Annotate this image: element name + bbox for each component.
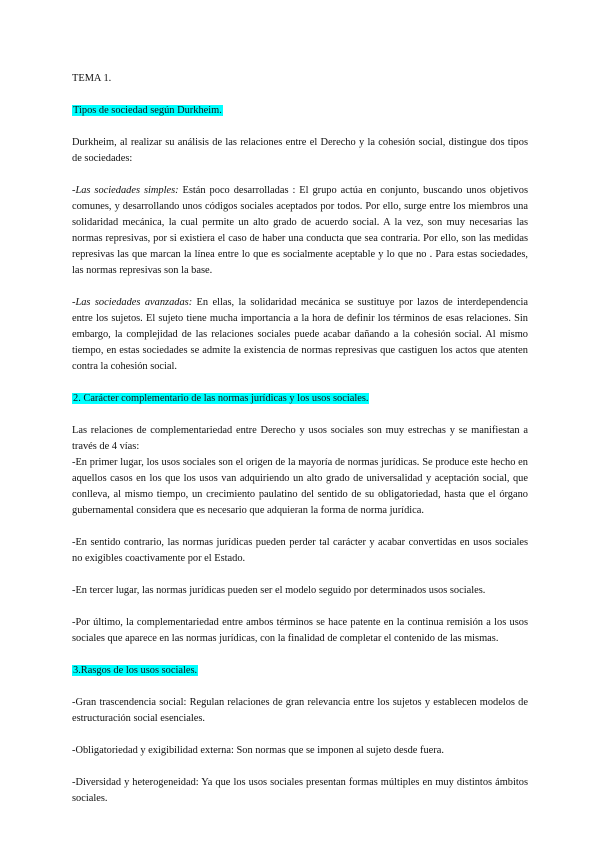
paragraph-first-way: -En primer lugar, los usos sociales son el origen de la mayoría de normas jurídicas. Se produce este hecho en aquellos casos en los que los usos van adquiriendo un alto grado de universalidad y aceptación social, que conlleva, al mismo tiempo, un crecimiento paulatino del sentido de su obligatoriedad, hasta que el órgano gubernamental considera que es necesario que adquieran la forma de norma jurídica. — [72, 457, 528, 516]
section-1-intro: Durkheim, al realizar su análisis de las relaciones entre el Derecho y la cohesión social, distingue dos tipos de sociedades: — [72, 137, 528, 164]
paragraph-trait-1: -Gran trascendencia social: Regulan relaciones de gran relevancia entre los sujetos y establecen modelos de estructuración social esenciales. — [72, 697, 528, 724]
document-title: TEMA 1. — [72, 73, 112, 84]
section-heading-2 — [72, 391, 528, 407]
highlighted-heading: 2. Carácter complementario de las normas jurídicas y los usos sociales. — [73, 393, 369, 404]
term-label: -Las sociedades avanzadas: — [72, 297, 193, 308]
term-label: -Las sociedades simples: — [72, 185, 179, 196]
highlighted-heading: Tipos de sociedad según Durkheim. — [73, 105, 222, 116]
paragraph-trait-2: -Obligatoriedad y exigibilidad externa: Son normas que se imponen al sujeto desde fuera. — [72, 745, 444, 756]
section-heading-3 — [72, 663, 528, 679]
paragraph-second-way: -En sentido contrario, las normas jurídicas pueden perder tal carácter y acabar convertidas en usos sociales no exigibles coactivamente por el Estado. — [72, 537, 528, 564]
highlighted-heading: 3.Rasgos de los usos sociales. — [73, 665, 198, 676]
paragraph-text: Están poco desarrolladas : El grupo actúa en conjunto, buscando unos objetivos comunes, y desarrollando unos códigos sociales aceptados por todos. Por ello, surge entre los miembros una solidaridad mecánica, la cual permite un alto grado de acuerdo social. A la vez, son muy necesarias las normas represivas, por si existiera el caso de haber una conducta que sea contraria. Por ello, son las medidas represivas las que marcan la línea entre lo que es socialmente aceptable y lo que no . Para estas sociedades, las normas represivas son la base. — [72, 185, 528, 276]
section-2-intro: Las relaciones de complementariedad entre Derecho y usos sociales son muy estrechas y se manifiestan a través de 4 vías: — [72, 425, 528, 452]
paragraph-third-way: -En tercer lugar, las normas jurídicas pueden ser el modelo seguido por determinados usos sociales. — [72, 585, 486, 596]
paragraph-trait-3: -Diversidad y heterogeneidad: Ya que los usos sociales presentan formas múltiples en muy distintos ámbitos sociales. — [72, 777, 528, 804]
paragraph-fourth-way: -Por último, la complementariedad entre ambos términos se hace patente en la continua remisión a los usos sociales que aparece en las normas jurídicas, con la finalidad de completar el contenido de las mismas. — [72, 617, 528, 644]
section-heading-1 — [72, 103, 528, 119]
paragraph-advanced-societies — [72, 295, 528, 375]
paragraph-simple-societies — [72, 183, 528, 279]
paragraph-text: En ellas, la solidaridad mecánica se sustituye por lazos de interdependencia entre los sujetos. El sujeto tiene mucha importancia a la hora de definir los términos de esas relaciones. Sin embargo, la complejidad de las relaciones sociales puede acabar dañando a la cohesión social. Al mismo tiempo, en estas sociedades se admite la existencia de normas represivas que castiguen los actos que atenten contra la cohesión social. — [72, 297, 528, 372]
